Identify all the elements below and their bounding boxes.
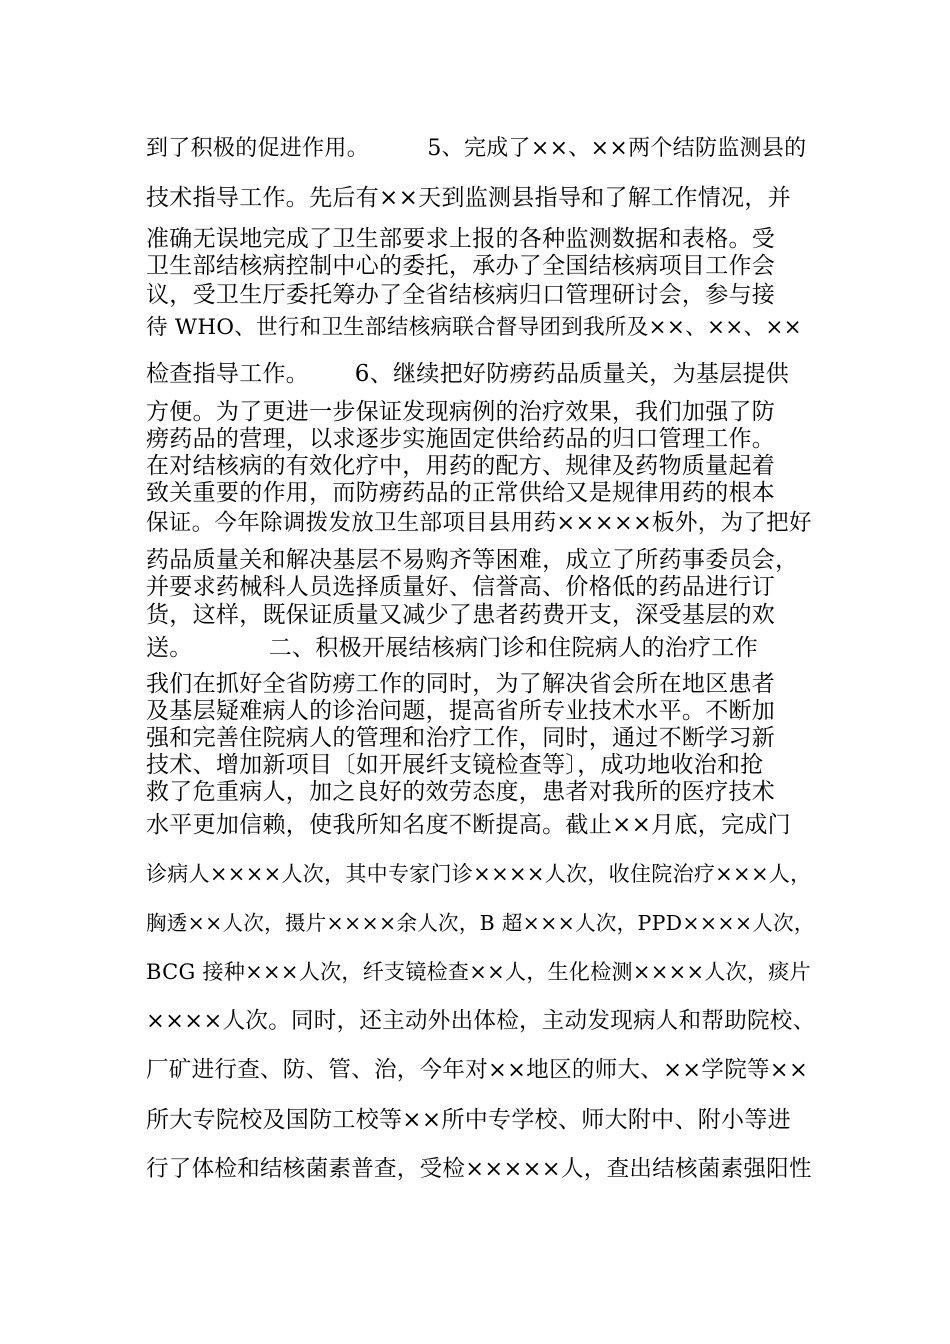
text-line: 水平更加信赖，使我所知名度不断提高。截止××月底，完成门 bbox=[146, 812, 791, 838]
text-line: 胸透××人次，摄片××××余人次，B 超×××人次，PPD××××人次， bbox=[146, 911, 815, 935]
text-line: 诊病人××××人次，其中专家门诊××××人次，收住院治疗×××人， bbox=[146, 862, 812, 886]
text-line: 保证。今年除调拨发放卫生部项目县用药×××××板外，为了把好 bbox=[146, 510, 812, 536]
text-line: ××××人次。同时，还主动外出体检，主动发现病人和帮助院校、 bbox=[146, 1008, 816, 1034]
text-line: 救了危重病人，加之良好的效劳态度，患者对我所的医疗技术 bbox=[146, 779, 776, 805]
text-line: 技术、增加新项目〔如开展纤支镜检查等〕，成功地收治和抢 bbox=[146, 752, 764, 778]
text-line: 药品质量关和解决基层不易购齐等困难，成立了所药事委员会， bbox=[146, 547, 799, 573]
text-line: 送。 二、积极开展结核病门诊和住院病人的治疗工作 bbox=[146, 635, 759, 661]
text-line: 强和完善住院病人的管理和治疗工作，同时，通过不断学习新 bbox=[146, 725, 776, 751]
text-line: 检查指导工作。 6、继续把好防痨药品质量关，为基层提供 bbox=[146, 361, 790, 387]
text-line: 痨药品的营理，以求逐步实施固定供给药品的归口管理工作。 bbox=[146, 426, 776, 452]
text-line: 致关重要的作用，而防痨药品的正常供给又是规律用药的根本 bbox=[146, 480, 776, 506]
text-line: 在对结核病的有效化疗中，用药的配方、规律及药物质量起着 bbox=[146, 453, 776, 479]
text-line: 货，这样，既保证质量又减少了患者药费开支，深受基层的欢 bbox=[146, 602, 776, 628]
text-line: 所大专院校及国防工校等××所中专学校、师大附中、附小等进 bbox=[146, 1107, 791, 1133]
text-line: 我们在抓好全省防痨工作的同时，为了解决省会所在地区患者 bbox=[146, 671, 776, 697]
text-line: 技术指导工作。先后有××天到监测县指导和了解工作情况，并 bbox=[146, 185, 791, 211]
text-line: 行了体检和结核菌素普查，受检×××××人，查出结核菌素强阳性 bbox=[146, 1156, 812, 1182]
text-line: 方便。为了更进一步保证发现病例的治疗效果，我们加强了防 bbox=[146, 399, 776, 425]
text-line: 厂矿进行查、防、管、治，今年对××地区的师大、××学院等×× bbox=[146, 1057, 809, 1083]
text-line: 准确无误地完成了卫生部要求上报的各种监测数据和表格。受 bbox=[146, 226, 776, 252]
text-line: 议，受卫生厅委托筹办了全省结核病归口管理研讨会，参与接 bbox=[146, 282, 776, 308]
text-line: 待 WHO、世行和卫生部结核病联合督导团到我所及××、××、×× bbox=[146, 315, 802, 340]
text-line: 并要求药械科人员选择质量好、信誉高、价格低的药品进行订 bbox=[146, 574, 776, 600]
text-line: BCG 接种×××人次，纤支镜检查××人，生化检测××××人次，痰片 bbox=[146, 960, 811, 984]
text-line: 卫生部结核病控制中心的委托，承办了全国结核病项目工作会 bbox=[146, 253, 776, 279]
text-line: 到了积极的促进作用。 5、完成了××、××两个结防监测县的 bbox=[146, 136, 807, 161]
text-line: 及基层疑难病人的诊治问题，提高省所专业技术水平。不断加 bbox=[146, 698, 776, 724]
